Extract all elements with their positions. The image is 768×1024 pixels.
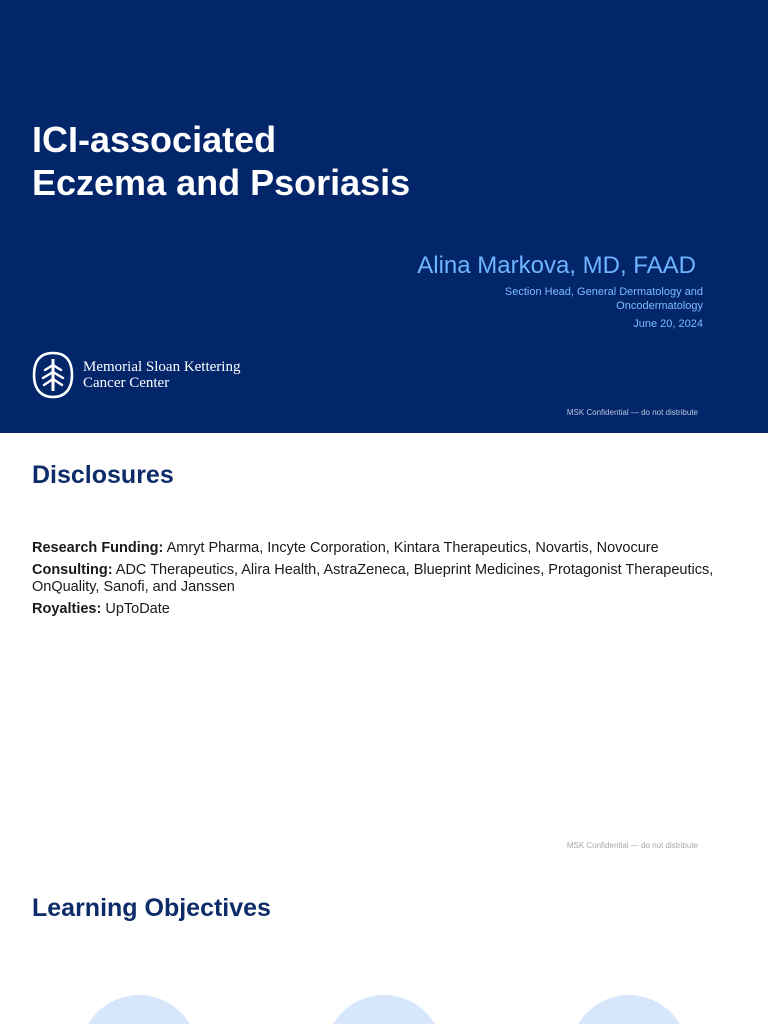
disclosures-slide xyxy=(0,433,768,866)
presentation-date: June 20, 2024 xyxy=(633,318,703,330)
msk-logo xyxy=(32,351,240,399)
logo-line-1: Memorial Sloan Kettering xyxy=(83,359,241,375)
disclosure-research-funding xyxy=(32,540,722,558)
presentation-title xyxy=(32,118,410,204)
logo-line-2: Cancer Center xyxy=(83,375,170,391)
disclosure-consulting xyxy=(32,562,722,597)
msk-tree-icon xyxy=(32,351,74,399)
objective-circle-1 xyxy=(80,995,198,1024)
disclosure-text: ADC Therapeutics, Alira Health, AstraZeneca, Blueprint Medicines, Protagonist Therapeutics, OnQuality, Sanofi, and Janssen xyxy=(32,561,714,595)
confidential-notice: MSK Confidential — do not distribute xyxy=(566,841,698,850)
learning-objectives-heading: Learning Objectives xyxy=(32,894,271,922)
objective-circle-3 xyxy=(570,995,688,1024)
presenter-name: Alina Markova, MD, FAAD xyxy=(417,252,696,279)
title-slide xyxy=(0,0,768,433)
objective-circle-2 xyxy=(325,995,443,1024)
presenter-role: Section Head, General Dermatology and Oncodermatology xyxy=(504,286,703,312)
disclosures-heading: Disclosures xyxy=(32,461,174,489)
learning-objectives-slide xyxy=(0,866,768,1024)
title-line-2: Eczema and Psoriasis xyxy=(32,162,411,203)
disclosure-text: Amryt Pharma, Incyte Corporation, Kintara Therapeutics, Novartis, Novocure xyxy=(166,540,659,556)
disclosure-label: Royalties: xyxy=(32,600,102,617)
confidential-notice: MSK Confidential — do not distribute xyxy=(566,408,698,417)
disclosure-label: Consulting: xyxy=(32,561,113,578)
disclosure-list xyxy=(32,540,722,622)
disclosure-royalties xyxy=(32,601,722,619)
title-line-1: ICI-associated xyxy=(32,119,277,160)
disclosure-text: UpToDate xyxy=(105,600,170,617)
disclosure-label: Research Funding: xyxy=(32,540,164,556)
